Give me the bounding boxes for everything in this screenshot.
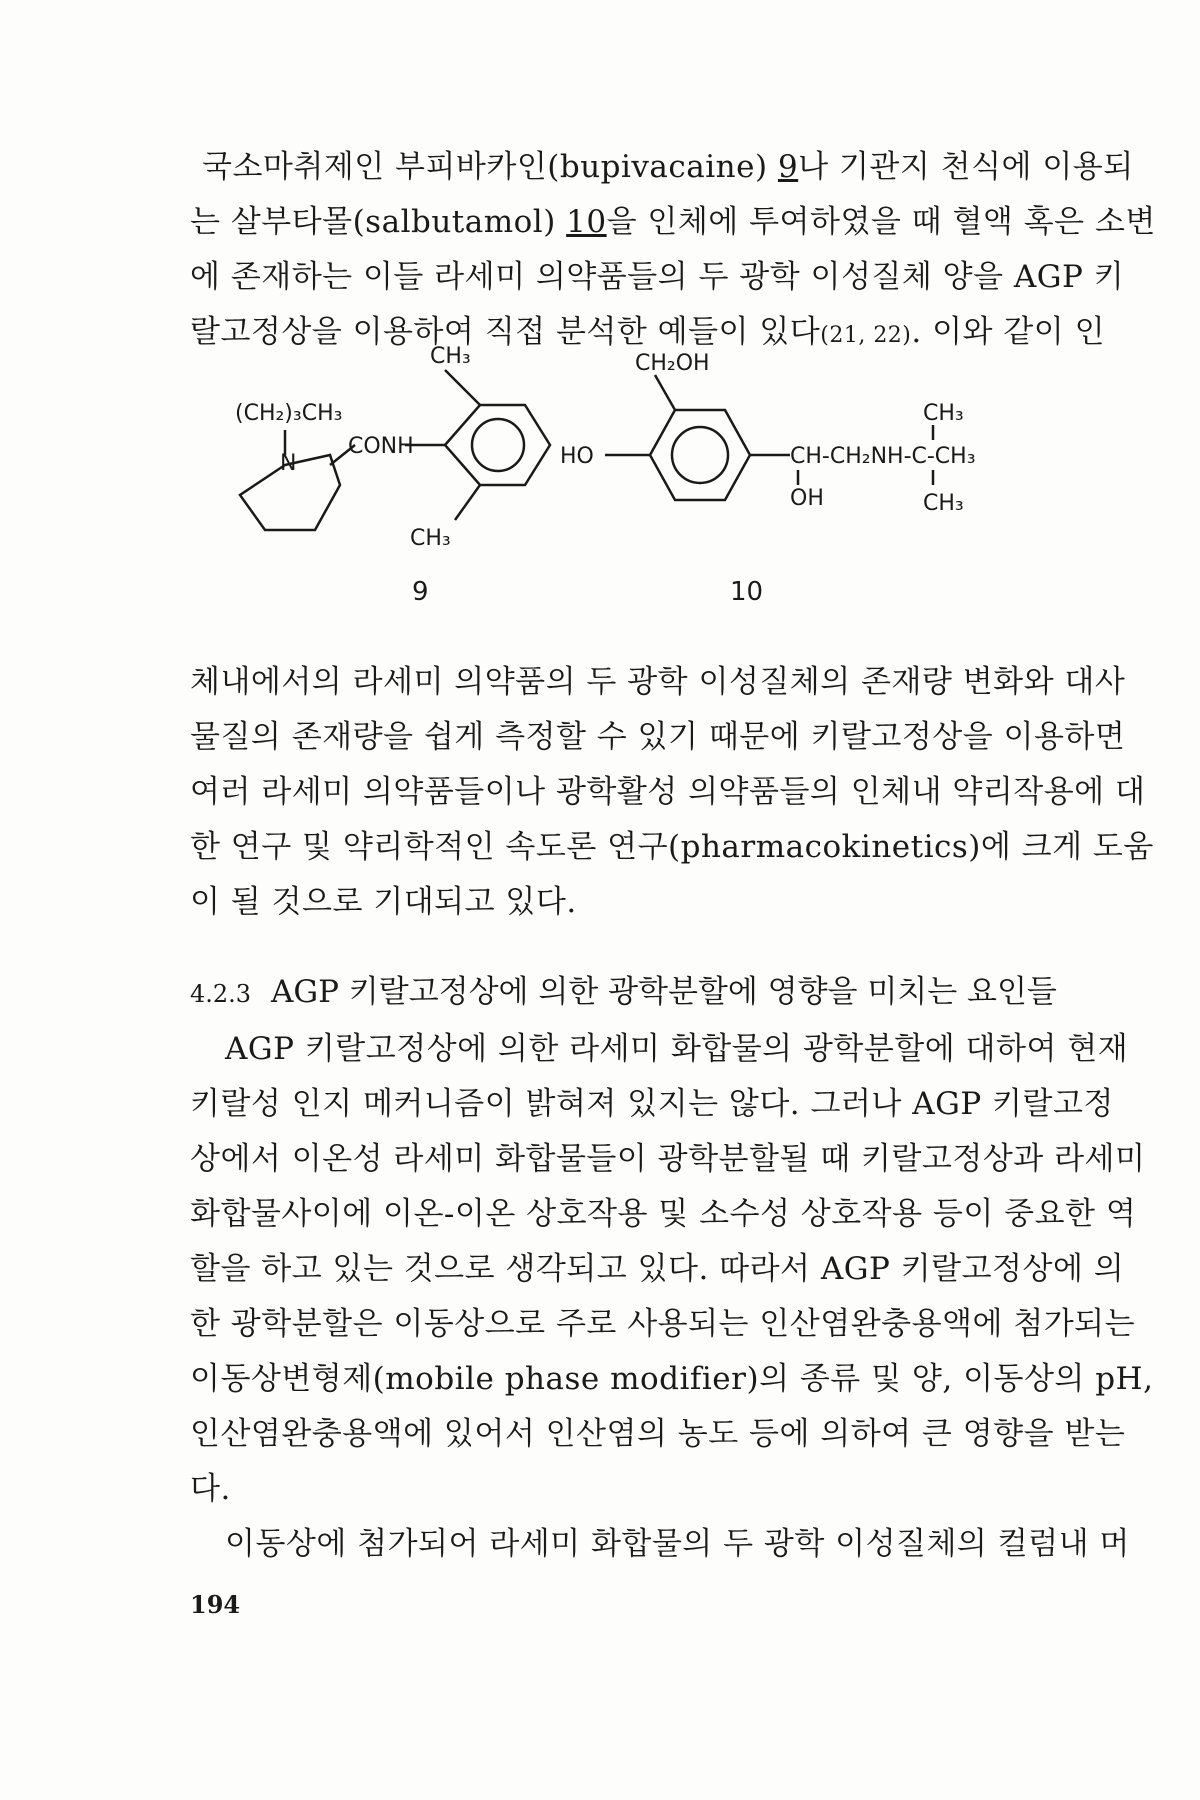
paragraph-1-line-4: 랄고정상을 이용하여 직접 분석한 예들이 있다(21, 22). 이와 같이 인 bbox=[190, 314, 1106, 350]
compound-ref-9: 9 bbox=[777, 149, 799, 185]
paragraph-3-line-2: 키랄성 인지 메커니즘이 밝혀져 있지는 않다. 그러나 AGP 키랄고정 bbox=[190, 1086, 1114, 1122]
paragraph-3-line-4: 화합물사이에 이온-이온 상호작용 및 소수성 상호작용 등이 중요한 역 bbox=[190, 1196, 1137, 1232]
aromatic-circle-10 bbox=[672, 427, 728, 483]
compound-ref-10: 10 bbox=[566, 204, 607, 240]
paragraph-3 bbox=[190, 1022, 1154, 1517]
paragraph-2-line-4: 한 연구 및 약리학적인 속도론 연구(pharmacokinetics)에 크게 도움 bbox=[190, 829, 1154, 865]
paragraph-3-line-1: AGP 키랄고정상에 의한 라세미 화합물의 광학분할에 대하여 현재 bbox=[225, 1031, 1129, 1067]
bond-methyl-top bbox=[445, 370, 480, 405]
page-number: 194 bbox=[190, 1590, 241, 1619]
paragraph-4 bbox=[190, 1517, 1130, 1572]
paragraph-2-line-5: 이 될 것으로 기대되고 있다. bbox=[190, 884, 577, 920]
label-ch3-top-9: CH₃ bbox=[430, 344, 471, 369]
aromatic-circle-9 bbox=[472, 419, 524, 471]
paragraph-3-line-5: 할을 하고 있는 것으로 생각되고 있다. 따라서 AGP 키랄고정상에 의 bbox=[190, 1251, 1125, 1287]
compound-label-10: 10 bbox=[730, 577, 764, 607]
structure-10 bbox=[605, 375, 933, 500]
paragraph-2-line-3: 여러 라세미 의약품들이나 광학활성 의약품들의 인체내 약리작용에 대 bbox=[190, 774, 1146, 810]
compound-label-9: 9 bbox=[412, 577, 429, 607]
paragraph-2-line-2: 물질의 존재량을 쉽게 측정할 수 있기 때문에 키랄고정상을 이용하면 bbox=[190, 719, 1126, 755]
paragraph-4-line-1: 이동상에 첨가되어 라세미 화합물의 두 광학 이성질체의 컬럼내 머 bbox=[225, 1526, 1130, 1562]
paragraph-1-line-2: 는 살부타몰(salbutamol) 10을 인체에 투여하였을 때 혈액 혹은 소변 bbox=[190, 204, 1156, 240]
benzene-ring-9 bbox=[445, 405, 550, 485]
section-title: AGP 키랄고정상에 의한 광학분할에 영향을 미치는 요인들 bbox=[270, 974, 1057, 1010]
label-ch3-bottom-9: CH₃ bbox=[410, 526, 451, 551]
section-heading bbox=[190, 965, 1057, 1022]
paragraph-1-line-3: 에 존재하는 이들 라세미 의약품들의 두 광학 이성질체 양을 AGP 키 bbox=[190, 259, 1125, 295]
paragraph-1 bbox=[190, 140, 1156, 363]
label-ch3-top-10: CH₃ bbox=[923, 401, 964, 426]
bond-methyl-bottom bbox=[455, 485, 480, 520]
label-conh: CONH bbox=[348, 434, 414, 459]
paragraph-3-line-8: 인산염완충용액에 있어서 인산염의 농도 등에 의하여 큰 영향을 받는 bbox=[190, 1416, 1126, 1452]
bond-ch2oh bbox=[655, 375, 675, 410]
paragraph-2-line-1: 체내에서의 라세미 의약품의 두 광학 이성질체의 존재량 변화와 대사 bbox=[190, 664, 1126, 700]
paragraph-3-line-9: 다. bbox=[190, 1471, 231, 1507]
benzene-ring-10 bbox=[650, 410, 750, 500]
paragraph-1-line-1: 국소마취제인 부피바카인(bupivacaine) 9나 기관지 천식에 이용되 bbox=[202, 149, 1134, 185]
label-ho: HO bbox=[560, 444, 594, 469]
paragraph-3-line-6: 한 광학분할은 이동상으로 주로 사용되는 인산염완충용액에 첨가되는 bbox=[190, 1306, 1136, 1342]
label-butyl: (CH₂)₃CH₃ bbox=[235, 401, 343, 426]
chemical-structures-figure bbox=[230, 344, 1090, 645]
citation: (21, 22) bbox=[820, 323, 912, 348]
paragraph-3-line-3: 상에서 이온성 라세미 화합물들이 광학분할될 때 키랄고정상과 라세미 bbox=[190, 1141, 1146, 1177]
section-number: 4.2.3 bbox=[190, 980, 252, 1008]
label-n: N bbox=[280, 451, 297, 476]
label-ch3-bottom-10: CH₃ bbox=[923, 491, 964, 516]
label-chain: CH-CH₂NH-C-CH₃ bbox=[790, 444, 976, 469]
label-ch2oh: CH₂OH bbox=[635, 351, 710, 376]
paragraph-2 bbox=[190, 655, 1154, 930]
label-oh: OH bbox=[790, 486, 824, 511]
paragraph-3-line-7: 이동상변형제(mobile phase modifier)의 종류 및 양, 이동상의 pH, bbox=[190, 1361, 1154, 1397]
